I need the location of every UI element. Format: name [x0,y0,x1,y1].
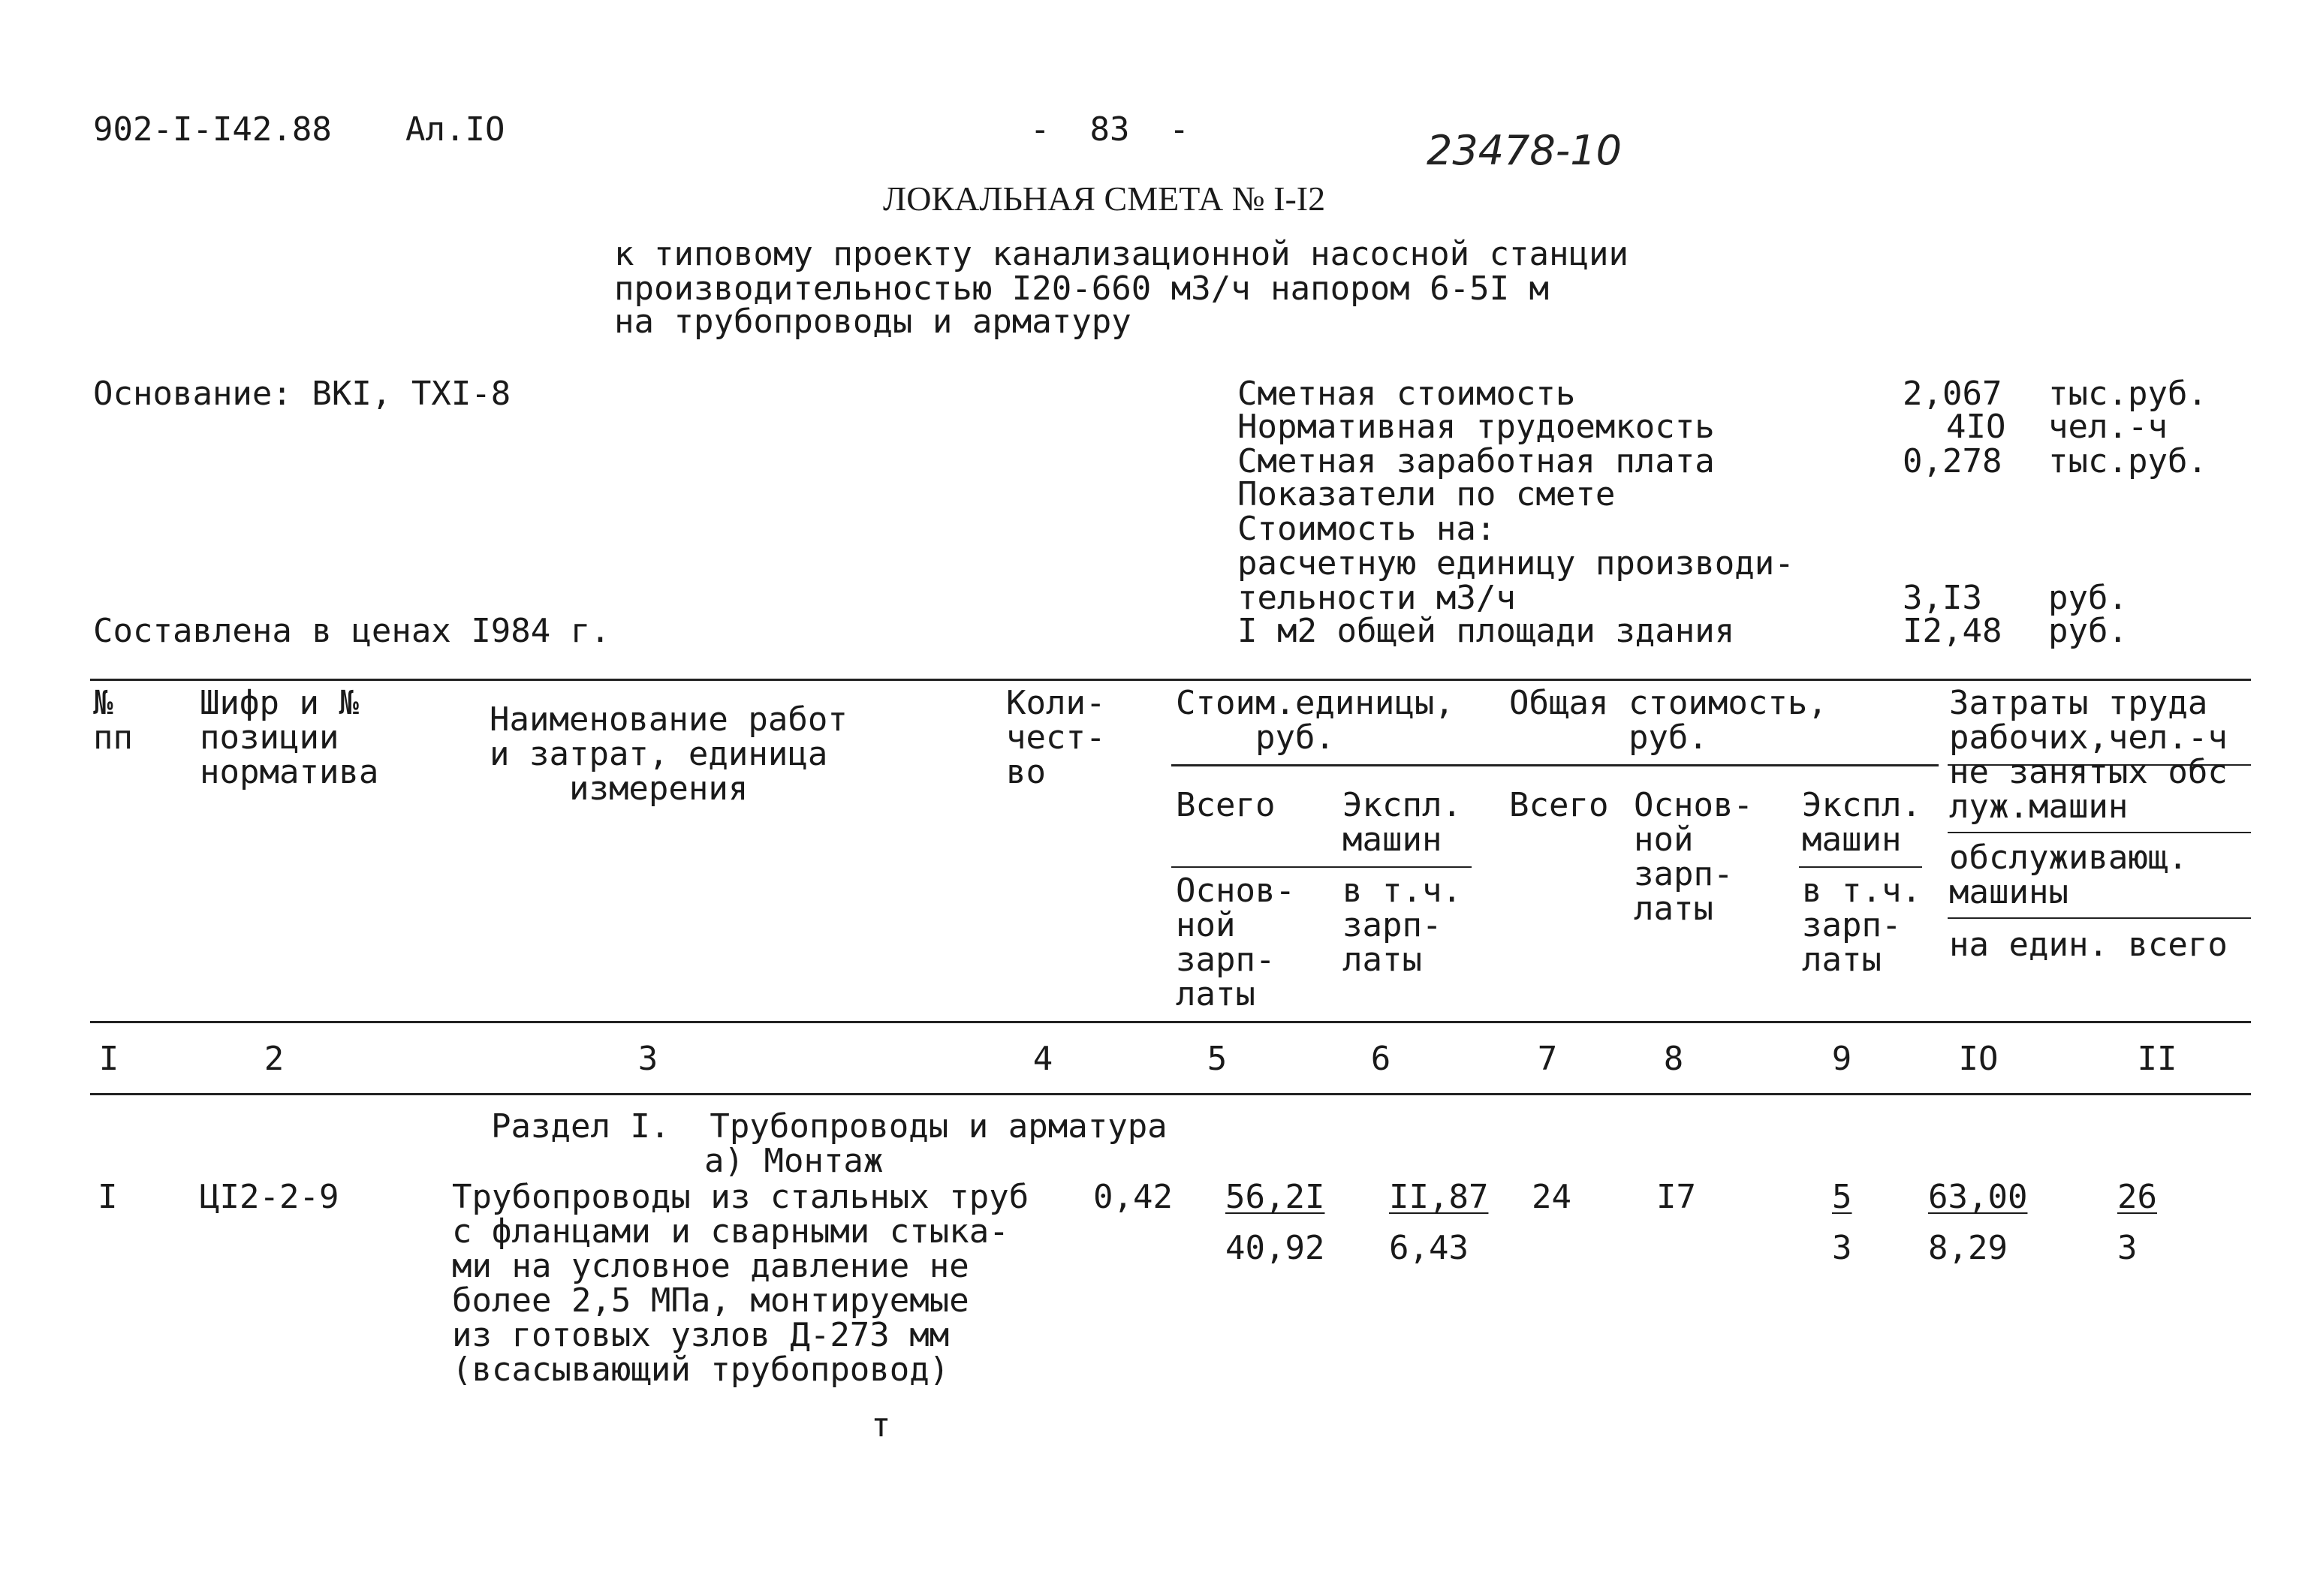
column-number: II [2137,1040,2177,1078]
unit-cost-label-line2: тельности м3/ч [1237,579,1516,617]
header-total-cost: Общая стоимость, руб. [1509,684,1827,757]
header-osn-1: Основ- ной зарп- латы [1176,872,1295,1013]
table-row-name: Трубопроводы из стальных труб с фланцами и сварными стыка- ми на условное давление не более 2,5 МПа, монтируемые из готовых узлов Д-273 мм (всасывающий трубопровод) [452,1178,1029,1389]
summary-unit: чел.-ч [2048,408,2168,446]
document-code: 902-I-I42.88 [93,110,332,149]
subtitle-line-2: производительностью I20-660 м3/ч напором 6-5I м [614,270,1550,308]
subsection-title: а) Монтаж [704,1142,884,1180]
table-row-labor-total: 26 [2117,1178,2157,1216]
unit-cost-unit: руб. [2048,579,2128,617]
table-row-total-machines: 5 [1832,1178,1852,1216]
table-row-total-machines-wage: 3 [1832,1229,1852,1267]
column-number: 9 [1831,1040,1852,1078]
column-number: 6 [1370,1040,1391,1078]
estimate-title: ЛОКАЛЬНАЯ СМЕТА № I-I2 [883,179,1326,218]
summary-label: Нормативная трудоемкость [1237,408,1715,446]
column-numbers-rule [90,1093,2251,1095]
header-osn-2: Основ- ной зарп- латы [1634,786,1753,928]
column-number: 5 [1207,1040,1228,1078]
table-row-unit: т [871,1406,891,1444]
header-unit-cost: Стоим.единицы, руб. [1176,684,1454,757]
prices-note: Составлена в ценах I984 г. [93,612,610,650]
subtitle-line-1: к типовому проекту канализационной насосной станции [614,235,1629,273]
header-row-number: № пп [93,684,133,757]
header-per-unit-total: на един. всего [1949,926,2228,964]
summary-value: 2,067 [1903,375,2002,413]
summary-value: 4IO [1946,408,2006,446]
header-vsego-1: Всего [1176,786,1276,824]
summary-unit: тыс.руб. [2048,442,2207,480]
table-row-labor-unit-serving: 8,29 [1928,1229,2008,1267]
column-number: 8 [1663,1040,1684,1078]
rule-labor-2 [1948,917,2251,919]
subtitle-line-3: на трубопроводы и арматуру [614,303,1131,341]
table-row-unit-wage: 40,92 [1225,1229,1325,1267]
summary-unit: тыс.руб. [2048,375,2207,413]
header-expl-1: Экспл. машин [1342,786,1462,859]
unit-cost-label-line1: расчетную единицу производи- [1237,544,1794,583]
header-expl-2: Экспл. машин [1802,786,1921,859]
column-number: 4 [1032,1040,1053,1078]
summary-label: Сметная стоимость [1237,375,1576,413]
area-cost-unit: руб. [2048,612,2128,650]
header-code: Шифр и № позиции норматива [200,684,379,791]
summary-label: Сметная заработная плата [1237,442,1715,480]
header-vsego-2: Всего [1509,786,1609,824]
area-cost-label: I м2 общей площади здания [1237,612,1735,650]
section-title: Раздел I. Трубопроводы и арматура [491,1107,1168,1146]
column-number: 2 [264,1040,285,1078]
basis-text: Основание: ВКI, ТХI-8 [93,375,511,413]
table-row-unit-machines-wage: 6,43 [1389,1229,1469,1267]
header-serving-machines: обслуживающ. машины [1949,839,2188,911]
table-row-quantity: 0,42 [1093,1178,1173,1216]
rule-mid-expl1 [1171,866,1472,868]
unit-cost-value: 3,I3 [1903,579,1982,617]
table-row-labor-total-serving: 3 [2117,1229,2138,1267]
header-vtch-1: в т.ч. зарп- латы [1342,872,1462,979]
header-name: Наименование работ и затрат, единица измерения [490,700,848,808]
table-row-unit-total: 56,2I [1225,1178,1325,1216]
handwritten-number: 23478-10 [1427,127,1622,174]
rule-labor-1 [1948,832,2251,833]
indicators-title: Показатели по смете [1237,475,1616,513]
header-quantity: Коли- чест- во [1006,684,1106,791]
table-row-number: I [98,1178,118,1216]
table-row-unit-machines: II,87 [1389,1178,1489,1216]
album-number: Ал.IO [405,110,505,149]
column-number: 3 [637,1040,658,1078]
table-top-rule [90,679,2251,681]
table-row-total-wage: I7 [1656,1178,1696,1216]
table-row-total: 24 [1532,1178,1571,1216]
column-number: IO [1958,1040,1999,1078]
table-row-code: ЦI2-2-9 [200,1178,339,1216]
column-number: I [98,1040,119,1078]
table-row-labor-unit: 63,00 [1928,1178,2028,1216]
rule-under-unit-cost [1171,764,1939,766]
cost-on-label: Стоимость на: [1237,510,1496,548]
header-bottom-rule [90,1021,2251,1023]
header-labor: Затраты труда рабочих,чел.-ч не занятых обс луж.машин [1949,684,2228,826]
area-cost-value: I2,48 [1903,612,2002,650]
rule-mid-expl2 [1799,866,1922,868]
page-number: - 83 - [1030,110,1189,149]
header-vtch-2: в т.ч. зарп- латы [1802,872,1921,979]
summary-value: 0,278 [1903,442,2002,480]
column-number: 7 [1537,1040,1558,1078]
